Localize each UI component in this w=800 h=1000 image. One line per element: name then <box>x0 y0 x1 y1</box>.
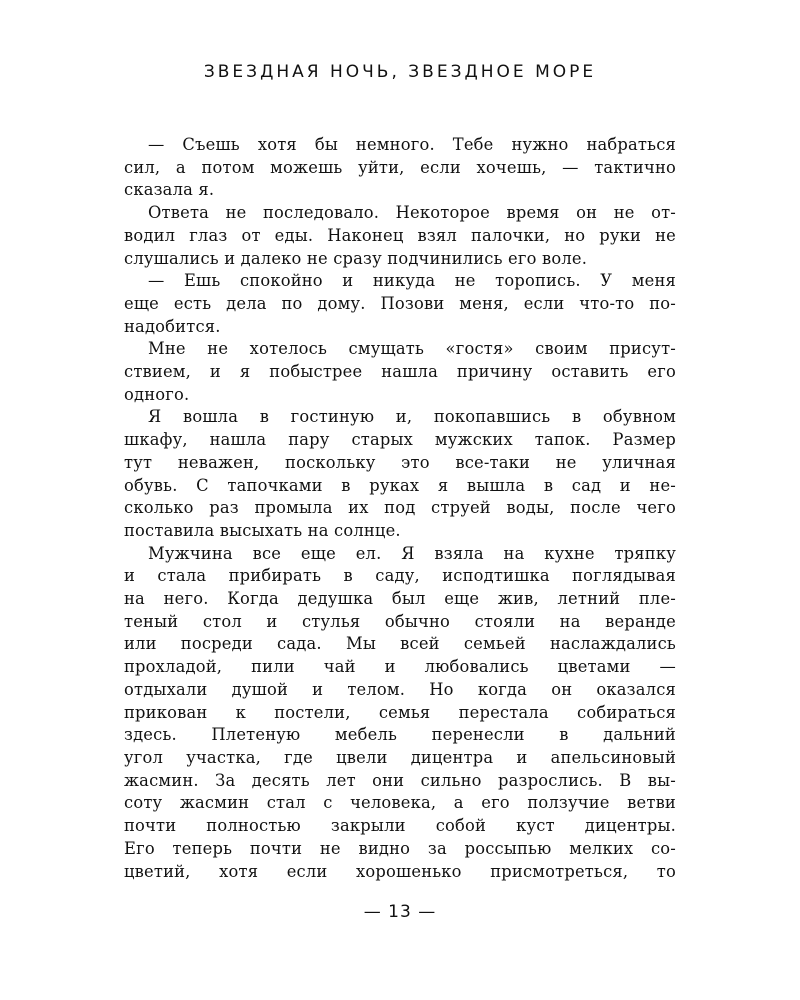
text-line: поставила высыхать на солнце. <box>124 520 401 540</box>
text-line: еще есть дела по дому. Позови меня, если что-то по- <box>124 293 676 313</box>
text-line: сказала я. <box>124 180 215 200</box>
text-line: слушались и далеко не сразу подчинились его воле. <box>124 248 588 268</box>
text-line: — Ешь спокойно и никуда не торопись. У меня <box>148 271 676 291</box>
text-line: жасмин. За десять лет они сильно разрослись. В вы- <box>124 770 676 790</box>
text-line: прикован к постели, семья перестала собираться <box>124 702 676 722</box>
text-line: соту жасмин стал с человека, а его ползучие ветви <box>124 793 676 813</box>
text-line: или посреди сада. Мы всей семьей наслаждались <box>124 634 676 654</box>
text-line: прохладой, пили чай и любовались цветами — <box>124 657 676 677</box>
paragraph <box>124 202 676 270</box>
text-line: шкафу, нашла пару старых мужских тапок. Размер <box>124 430 676 450</box>
text-line: Его теперь почти не видно за россыпью мелких со- <box>124 838 676 858</box>
text-line: Мне не хотелось смущать «гостя» своим присут- <box>148 339 676 359</box>
text-line: водил глаз от еды. Наконец взял палочки, но руки не <box>124 225 676 245</box>
paragraph <box>124 543 676 884</box>
text-line: тут неважен, поскольку это все-таки не уличная <box>124 452 676 472</box>
paragraph <box>124 134 676 202</box>
paragraph <box>124 406 676 542</box>
text-line: одного. <box>124 384 190 404</box>
text-line: угол участка, где цвели дицентра и апельсиновый <box>124 747 676 767</box>
text-line: сколько раз промыла их под струей воды, после чего <box>124 498 676 518</box>
running-title: ЗВЕЗДНАЯ НОЧЬ, ЗВЕЗДНОЕ МОРЕ <box>203 62 597 82</box>
paragraph <box>124 270 676 338</box>
page-number: — 13 — <box>363 902 437 922</box>
text-line: Ответа не последовало. Некоторое время он не от- <box>148 203 676 223</box>
text-line: отдыхали душой и телом. Но когда он оказался <box>124 679 676 699</box>
text-line: — Съешь хотя бы немного. Тебе нужно набраться <box>148 135 676 154</box>
text-line: ствием, и я побыстрее нашла причину оставить его <box>124 362 676 382</box>
text-line: надобится. <box>124 316 221 336</box>
text-line: теный стол и стулья обычно стояли на веранде <box>124 611 676 631</box>
text-line: и стала прибирать в саду, исподтишка поглядывая <box>124 566 676 586</box>
text-line: сил, а потом можешь уйти, если хочешь, — тактично <box>124 157 676 177</box>
text-line: здесь. Плетеную мебель перенесли в дальний <box>124 725 676 745</box>
text-line: почти полностью закрыли собой куст дицентры. <box>124 816 676 836</box>
text-line: цветий, хотя если хорошенько присмотреться, то <box>124 861 676 881</box>
text-line: Мужчина все еще ел. Я взяла на кухне тряпку <box>148 543 676 563</box>
body-text <box>124 134 676 883</box>
text-line: обувь. С тапочками в руках я вышла в сад и не- <box>124 475 676 495</box>
text-line: на него. Когда дедушка был еще жив, летний пле- <box>124 589 676 609</box>
text-line: Я вошла в гостиную и, покопавшись в обувном <box>148 407 676 427</box>
paragraph <box>124 338 676 406</box>
